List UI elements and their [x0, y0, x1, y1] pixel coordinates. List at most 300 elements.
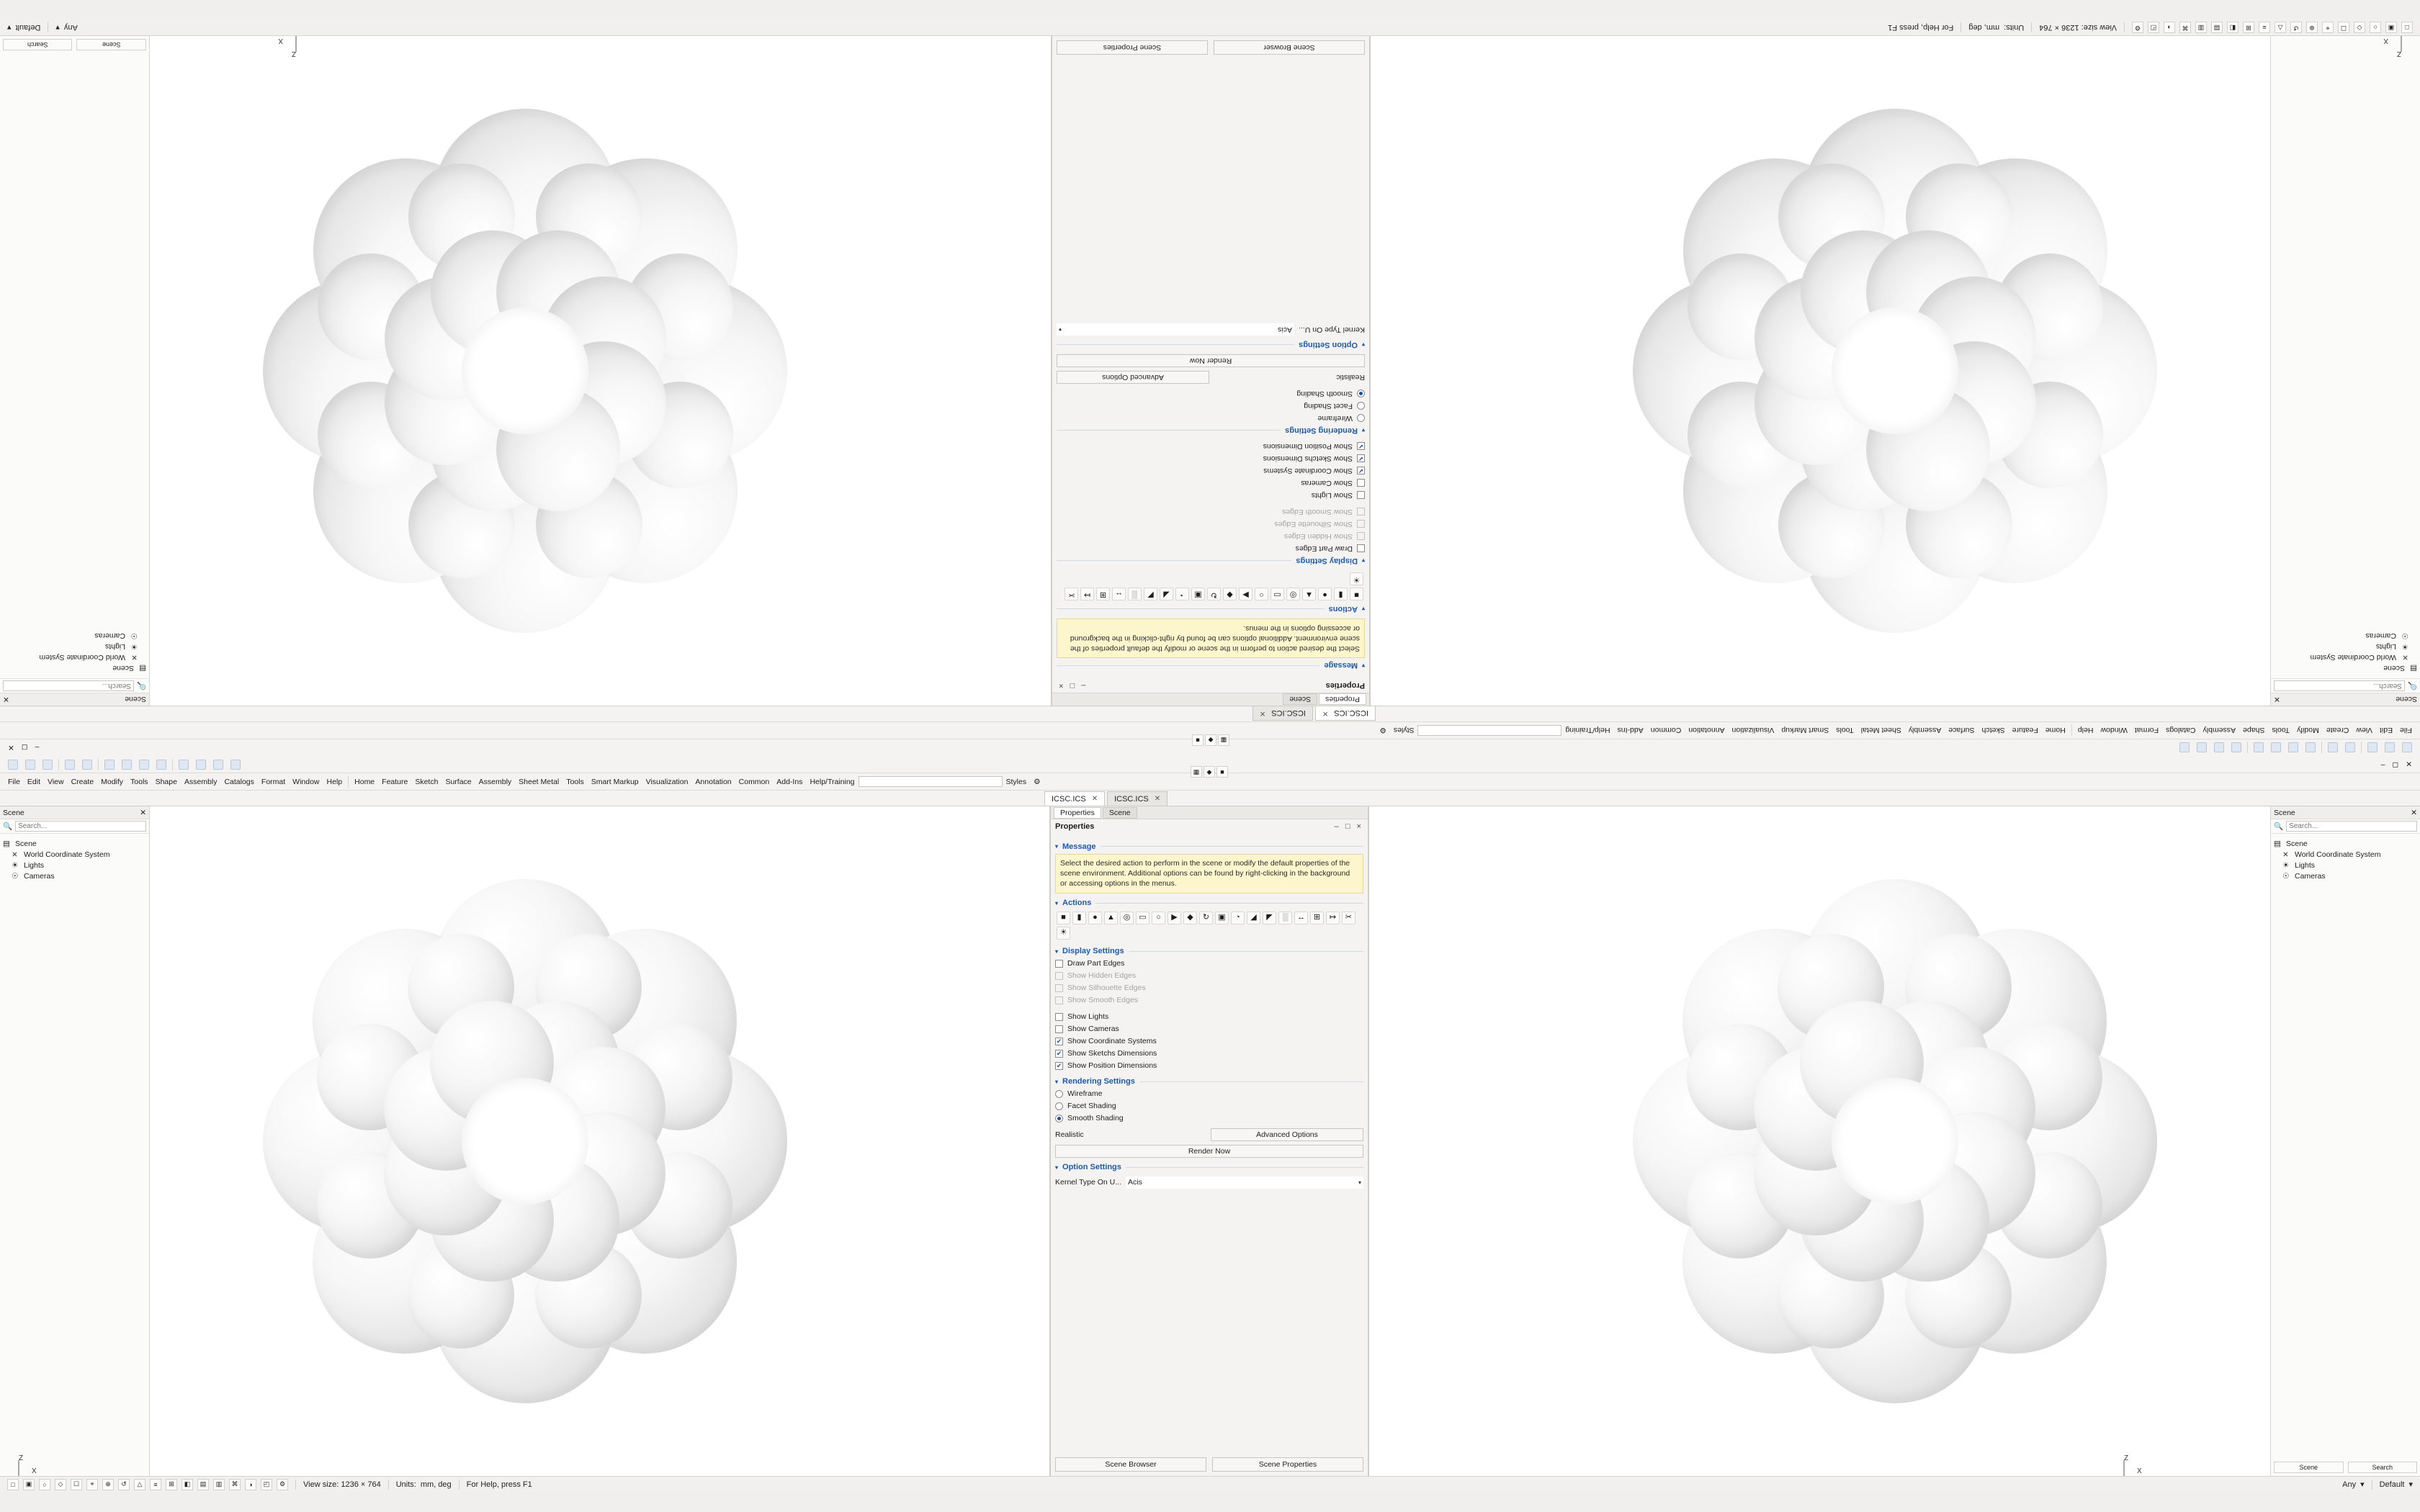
statusbar-tool-icon[interactable]: ⊞ [2243, 22, 2254, 34]
tab-view[interactable]: View [48, 777, 64, 786]
checkbox-row[interactable] [1055, 958, 1363, 970]
close-icon[interactable]: ✕ [140, 808, 146, 817]
slab-icon[interactable]: ▭ [1270, 588, 1284, 600]
ribbon-tab-help-training[interactable]: Help/Training [810, 777, 855, 786]
window-minimize-button[interactable]: – [35, 743, 40, 752]
tab-window[interactable]: Window [292, 777, 320, 786]
lock-icon[interactable]: ■ [1216, 766, 1228, 778]
tab-tools[interactable]: Tools [130, 777, 148, 786]
checkbox-label: Show Sketchs Dimensions [1067, 1049, 1157, 1058]
scene-search-input[interactable] [2286, 821, 2417, 832]
statusbar-tool-icon[interactable]: □ [7, 1479, 19, 1490]
radio-dot[interactable] [1357, 402, 1365, 410]
advanced-options-button[interactable]: Advanced Options [1057, 371, 1209, 384]
measure-icon[interactable]: ↦ [1326, 912, 1340, 924]
statusbar-tool-icon[interactable]: ▣ [23, 1479, 35, 1490]
checkbox-row[interactable] [1057, 440, 1365, 452]
snap-icon[interactable]: ◆ [1204, 766, 1215, 778]
statusbar-tool-icon[interactable]: ▥ [213, 1479, 225, 1490]
shell-icon[interactable]: ▣ [1191, 588, 1205, 600]
tree-item-cameras[interactable] [3, 870, 146, 881]
tree-item-label: Scene [2383, 664, 2405, 673]
panel-window-buttons[interactable]: – □ × [1334, 822, 1363, 831]
statusbar-tool-icon[interactable]: ☐ [2338, 22, 2349, 34]
radio-row[interactable] [1057, 387, 1365, 400]
section-display-settings[interactable] [1055, 945, 1363, 958]
model-3d-flower-right[interactable] [0, 36, 1051, 706]
tree-item-lights[interactable] [3, 642, 146, 652]
statusbar-tool-icon[interactable]: ▥ [2195, 22, 2207, 34]
radio-dot[interactable] [1055, 1115, 1063, 1122]
triad-lines [13, 1456, 45, 1476]
tree-item-scene[interactable] [3, 838, 146, 849]
render-icon[interactable]: ☀ [1057, 927, 1070, 940]
pattern-icon[interactable]: ░ [1278, 912, 1292, 924]
view-size-label: View size: 1236 × 764 [303, 1480, 381, 1489]
viewport-left[interactable] [0, 806, 1050, 1476]
blend-icon[interactable]: ◔ [1231, 912, 1245, 924]
sphere-icon[interactable]: ● [1318, 588, 1332, 600]
ribbon-tab-tools[interactable]: Tools [566, 777, 584, 786]
cylinder-icon[interactable]: ▮ [1072, 912, 1086, 924]
chevron-down-icon: ▾ [1361, 557, 1365, 564]
tree-item-world-coordinate-system[interactable] [2274, 849, 2417, 860]
scene-button[interactable] [2274, 1462, 2344, 1473]
snap-icon[interactable]: ◆ [1205, 734, 1216, 746]
scene-properties-button[interactable]: Scene Properties [1057, 40, 1208, 55]
ribbon-tab-sketch[interactable]: Sketch [1981, 726, 2005, 735]
checkbox-box[interactable]: ✔ [1358, 443, 1364, 451]
search-button[interactable] [2348, 1462, 2418, 1473]
ribbon-tab-smart-markup[interactable]: Smart Markup [591, 777, 639, 786]
boolean-icon[interactable]: ⊞ [1310, 912, 1324, 924]
checkbox-box[interactable] [1055, 960, 1063, 968]
checkbox-box[interactable]: ✔ [1358, 455, 1364, 463]
radio-row[interactable] [1055, 1088, 1363, 1100]
mirror-icon[interactable]: ↔ [1294, 912, 1308, 924]
statusbar-tool-icon[interactable]: △ [2275, 22, 2286, 34]
checkbox-box[interactable]: ✔ [1056, 1061, 1062, 1069]
statusbar-tool-icon[interactable]: ⚙ [277, 1479, 288, 1490]
shell-icon[interactable]: ▣ [1215, 912, 1229, 924]
grid-icon[interactable]: ▦ [1218, 734, 1229, 746]
section-actions[interactable] [1057, 603, 1365, 615]
checkbox-box[interactable] [1357, 491, 1365, 499]
ribbon-tab-assembly[interactable]: Assembly [478, 777, 512, 786]
close-icon[interactable]: ✕ [1091, 795, 1098, 803]
scene-browser-button[interactable]: Scene Browser [1055, 1457, 1206, 1472]
statusbar-tool-icon[interactable]: □ [2401, 22, 2413, 34]
ribbon-tab-surface[interactable]: Surface [445, 777, 472, 786]
chevron-down-icon: ▾ [1055, 1164, 1059, 1171]
box-icon[interactable]: ■ [1350, 588, 1363, 600]
ribbon-item[interactable] [2228, 741, 2245, 755]
statusbar-tool-icon[interactable]: ⌖ [86, 1479, 98, 1490]
model-3d-flower-left[interactable] [0, 806, 1049, 1476]
statusbar-tool-icon[interactable]: ≡ [2259, 22, 2270, 34]
flower-geometry [252, 97, 799, 644]
statusbar-tool-icon[interactable]: ↺ [118, 1479, 130, 1490]
radio-row[interactable] [1057, 400, 1365, 412]
tab-window[interactable]: Window [2100, 726, 2128, 735]
cylinder-icon[interactable]: ▮ [1334, 588, 1348, 600]
pattern-icon[interactable]: ░ [1128, 588, 1142, 600]
tree-item-world-coordinate-system[interactable] [2274, 652, 2417, 663]
kernel-type-select[interactable] [1057, 323, 1294, 336]
scene-search-input[interactable] [2274, 680, 2405, 691]
statusbar-tool-icon[interactable]: △ [134, 1479, 145, 1490]
model-3d-flower-left[interactable] [1371, 36, 2420, 706]
statusbar-tool-icon[interactable]: ◧ [182, 1479, 193, 1490]
checkbox-row[interactable] [1057, 464, 1365, 477]
styles-label: Styles [1393, 726, 1415, 735]
ribbon-item[interactable] [135, 757, 153, 772]
statusbar-tool-icon[interactable]: ☐ [71, 1479, 82, 1490]
chamfer-icon[interactable]: ◢ [1160, 588, 1173, 600]
checkbox-box[interactable] [1055, 1025, 1063, 1033]
statusbar-tool-icon[interactable]: ↺ [2290, 22, 2302, 34]
properties-body [1051, 834, 1368, 1193]
hole-icon[interactable]: ○ [1255, 588, 1268, 600]
ribbon-tab-home[interactable]: Home [2045, 726, 2066, 735]
window-minimize-button[interactable]: – [2380, 760, 2385, 769]
statusbar-tool-icon[interactable]: ⌘ [229, 1479, 241, 1490]
tree-item-cameras[interactable] [3, 631, 146, 642]
ribbon-tab-annotation[interactable]: Annotation [695, 777, 732, 786]
search-button[interactable] [3, 39, 73, 50]
radio-row[interactable] [1055, 1112, 1363, 1125]
tab-assembly[interactable]: Assembly [2202, 726, 2236, 735]
dock-tab-properties[interactable] [1319, 694, 1366, 706]
section-icon[interactable]: ✂ [1342, 912, 1355, 924]
ribbon-item[interactable] [4, 757, 22, 772]
checkbox-row[interactable] [1057, 542, 1365, 554]
window-close-button[interactable]: ✕ [8, 743, 14, 752]
checkbox-label: Show Cameras [1067, 1025, 1119, 1034]
tree-item-cameras[interactable] [2274, 631, 2417, 642]
checkbox-row[interactable] [1055, 1035, 1363, 1048]
scene-tree-items [0, 834, 149, 886]
close-icon[interactable]: ✕ [3, 695, 9, 704]
close-icon[interactable]: ✕ [2411, 808, 2417, 817]
slab-icon[interactable]: ▭ [1136, 912, 1150, 924]
model-3d-flower-right[interactable] [1369, 806, 2420, 1476]
mirror-icon[interactable]: ↔ [1112, 588, 1126, 600]
styles-gear-icon[interactable]: ⚙ [1034, 777, 1041, 786]
tab-modify[interactable]: Modify [101, 777, 124, 786]
close-icon[interactable]: ✕ [1154, 795, 1161, 803]
section-display-settings[interactable] [1057, 554, 1365, 567]
chamfer-icon[interactable]: ◢ [1247, 912, 1260, 924]
statusbar-tool-icon[interactable]: ◑ [2164, 22, 2175, 34]
close-icon[interactable]: ✕ [1259, 709, 1266, 717]
ribbon-tab-visualization[interactable]: Visualization [1731, 726, 1775, 735]
checkbox-row[interactable] [1057, 477, 1365, 489]
tab-help[interactable]: Help [2077, 726, 2094, 735]
tree-item-world-coordinate-system[interactable] [3, 849, 146, 860]
ribbon-item[interactable] [2285, 741, 2302, 755]
revolve-icon[interactable]: ↻ [1199, 912, 1213, 924]
ribbon-item[interactable] [153, 757, 170, 772]
cone-icon[interactable]: ▲ [1104, 912, 1118, 924]
ribbon-item[interactable] [2381, 741, 2398, 755]
boolean-icon[interactable]: ⊞ [1096, 588, 1110, 600]
ribbon-item[interactable] [2302, 741, 2319, 755]
ribbon-item[interactable] [101, 757, 118, 772]
radio-row[interactable] [1055, 1100, 1363, 1112]
viewport-right[interactable] [1368, 806, 2420, 1476]
statusbar-tool-icon[interactable]: ⊕ [102, 1479, 114, 1490]
tree-item-scene[interactable] [2274, 663, 2417, 674]
torus-icon[interactable]: ◎ [1120, 912, 1134, 924]
checkbox-row[interactable] [1055, 1011, 1363, 1023]
ribbon-item[interactable] [39, 757, 56, 772]
render-now-button[interactable]: Render Now [1055, 1145, 1363, 1158]
statusbar-tool-icon[interactable]: ◑ [245, 1479, 256, 1490]
statusbar-tool-icon[interactable]: ◇ [55, 1479, 66, 1490]
tab-edit[interactable]: Edit [27, 777, 41, 786]
styles-gear-icon[interactable]: ⚙ [1379, 726, 1386, 735]
window-maximize-button[interactable]: ◻ [21, 743, 28, 752]
dock-tab-properties[interactable] [1054, 807, 1101, 819]
units-cell [1961, 20, 2031, 35]
viewport-left[interactable] [1370, 36, 2420, 706]
statusbar-tool-icon[interactable]: ▤ [2211, 22, 2223, 34]
tab-shape[interactable]: Shape [2243, 726, 2265, 735]
section-icon[interactable]: ✂ [1065, 588, 1078, 600]
tab-create[interactable]: Create [2326, 726, 2349, 735]
radio-dot[interactable] [1357, 390, 1365, 397]
tab-format[interactable]: Format [261, 777, 286, 786]
window-close-button[interactable]: ✕ [2406, 760, 2412, 769]
ribbon-tab-assembly[interactable]: Assembly [1908, 726, 1942, 735]
radio-label: Facet Shading [1067, 1102, 1116, 1111]
rendering-button-row [1055, 1128, 1363, 1141]
close-icon[interactable]: ✕ [1322, 709, 1329, 717]
checkbox-row[interactable] [1055, 1060, 1363, 1072]
ribbon-tab-common[interactable]: Common [1650, 726, 1682, 735]
scene-browser-right [0, 36, 150, 706]
sweep-icon[interactable]: ▶ [1168, 912, 1181, 924]
render-icon[interactable]: ☀ [1350, 572, 1363, 585]
kernel-type-select[interactable] [1126, 1176, 1363, 1189]
radio-dot[interactable] [1055, 1102, 1063, 1110]
radio-row[interactable] [1057, 412, 1365, 424]
ribbon-item[interactable] [22, 757, 39, 772]
ribbon-item[interactable] [2324, 741, 2341, 755]
tab-file[interactable]: File [8, 777, 20, 786]
tab-tools[interactable]: Tools [2272, 726, 2290, 735]
dock-tab-scene[interactable] [1283, 694, 1317, 706]
tab-create[interactable]: Create [71, 777, 94, 786]
close-icon[interactable]: ✕ [2274, 695, 2280, 704]
sphere-icon[interactable]: ● [1088, 912, 1102, 924]
scene-search-input[interactable] [3, 680, 134, 691]
panel-window-buttons[interactable]: – □ × [1057, 681, 1086, 690]
checkbox-box[interactable]: ✔ [1056, 1049, 1062, 1057]
section-message[interactable] [1057, 660, 1365, 672]
statusbar-tool-icon[interactable]: ≡ [150, 1479, 161, 1490]
ribbon-item[interactable] [2210, 741, 2228, 755]
document-tab[interactable] [1044, 791, 1105, 806]
checkbox-row[interactable] [1057, 452, 1365, 464]
statusbar-tool-icon[interactable]: ⊞ [166, 1479, 177, 1490]
viewport-right[interactable] [0, 36, 1052, 706]
checkbox-row[interactable] [1055, 1048, 1363, 1060]
ribbon-item[interactable] [175, 757, 192, 772]
blend-icon[interactable]: ◔ [1175, 588, 1189, 600]
ribbon-item[interactable] [2398, 741, 2416, 755]
statusbar-tool-icon[interactable]: ◇ [2354, 22, 2365, 34]
checkbox-label: Show Smooth Edges [1067, 996, 1139, 1005]
ribbon-item[interactable] [2267, 741, 2285, 755]
ribbon-tab-help-training[interactable]: Help/Training [1565, 726, 1610, 735]
sweep-icon[interactable]: ▶ [1239, 588, 1252, 600]
ribbon-tab-annotation[interactable]: Annotation [1688, 726, 1725, 735]
section-rendering-settings[interactable] [1055, 1076, 1363, 1088]
radio-dot[interactable] [1055, 1090, 1063, 1098]
render-now-button[interactable]: Render Now [1057, 354, 1365, 367]
section-actions[interactable] [1055, 897, 1363, 909]
checkbox-box[interactable] [1055, 1013, 1063, 1021]
box-icon[interactable]: ■ [1057, 912, 1070, 924]
ribbon-item[interactable] [2341, 741, 2359, 755]
checkbox-box[interactable] [1357, 544, 1365, 552]
checkbox-box[interactable] [1357, 479, 1365, 487]
tab-edit[interactable]: Edit [2379, 726, 2393, 735]
document-tab[interactable] [1107, 791, 1168, 806]
ribbon-tab-sheet-metal[interactable]: Sheet Metal [519, 777, 560, 786]
advanced-options-button[interactable]: Advanced Options [1211, 1128, 1363, 1141]
checkbox-row[interactable] [1055, 1023, 1363, 1035]
tree-item-scene[interactable] [3, 663, 146, 674]
dock-tab-scene[interactable] [1103, 807, 1137, 819]
ribbon-item[interactable] [61, 757, 79, 772]
tab-help[interactable]: Help [326, 777, 343, 786]
ribbon-tab-home[interactable]: Home [354, 777, 375, 786]
ribbon-item[interactable] [118, 757, 135, 772]
loft-icon[interactable]: ◆ [1183, 912, 1197, 924]
ribbon-tab-tools[interactable]: Tools [1836, 726, 1854, 735]
ribbon-item[interactable] [210, 757, 227, 772]
tab-shape[interactable]: Shape [155, 777, 177, 786]
loft-icon[interactable]: ◆ [1223, 588, 1237, 600]
anchor-select[interactable] [48, 20, 85, 35]
scene-properties-button[interactable]: Scene Properties [1212, 1457, 1363, 1472]
statusbar-tool-icon[interactable]: ▣ [2385, 22, 2397, 34]
tab-assembly[interactable]: Assembly [184, 777, 218, 786]
checkbox-row[interactable] [1057, 489, 1365, 501]
ribbon-tab-visualization[interactable]: Visualization [645, 777, 689, 786]
tab-format[interactable]: Format [2134, 726, 2159, 735]
checkbox-row [1057, 530, 1365, 542]
style-select[interactable] [2372, 1477, 2420, 1492]
checkbox-box[interactable]: ✔ [1056, 1037, 1062, 1045]
statusbar-tool-icon[interactable]: ○ [2370, 22, 2381, 34]
statusbar-tool-icon[interactable]: ○ [39, 1479, 50, 1490]
ribbon-tab-feature[interactable]: Feature [2012, 726, 2038, 735]
radio-dot[interactable] [1357, 414, 1365, 422]
ribbon-tab-sketch[interactable]: Sketch [415, 777, 439, 786]
ribbon-tab-sheet-metal[interactable]: Sheet Metal [1860, 726, 1901, 735]
torus-icon[interactable]: ◎ [1286, 588, 1300, 600]
statusbar-tool-icon[interactable]: ▤ [197, 1479, 209, 1490]
ribbon-tab-surface[interactable]: Surface [1948, 726, 1975, 735]
tab-catalogs[interactable]: Catalogs [2166, 726, 2196, 735]
document-tab[interactable] [1315, 706, 1376, 721]
tab-catalogs[interactable]: Catalogs [224, 777, 254, 786]
ribbon-item[interactable] [2364, 741, 2381, 755]
scene-button[interactable] [77, 39, 147, 50]
tree-item-lights[interactable] [2274, 642, 2417, 652]
grid-icon[interactable]: ▦ [1191, 766, 1202, 778]
ribbon-item[interactable] [2176, 741, 2193, 755]
hole-icon[interactable]: ○ [1152, 912, 1165, 924]
draft-icon[interactable]: ◤ [1263, 912, 1276, 924]
ribbon-search-input[interactable] [859, 776, 1003, 787]
ribbon-item[interactable] [2193, 741, 2210, 755]
tree-item-lights[interactable] [2274, 860, 2417, 870]
chevron-down-icon: ▾ [1059, 326, 1062, 333]
anchor-select[interactable] [2335, 1477, 2372, 1492]
cone-icon[interactable]: ▲ [1302, 588, 1316, 600]
statusbar-tool-icon[interactable]: ◧ [2227, 22, 2238, 34]
section-option-settings[interactable] [1055, 1161, 1363, 1174]
tree-item-lights[interactable] [3, 860, 146, 870]
section-option-settings[interactable] [1057, 338, 1365, 351]
statusbar-tool-icon[interactable]: ◰ [261, 1479, 272, 1490]
statusbar-tool-icon[interactable]: ⌘ [2179, 22, 2191, 34]
ribbon-item[interactable] [79, 757, 96, 772]
statusbar-tool-icon[interactable]: ⚙ [2132, 22, 2143, 34]
ribbon-tab-common[interactable]: Common [738, 777, 770, 786]
draft-icon[interactable]: ◤ [1144, 588, 1157, 600]
scene-search-input[interactable] [15, 821, 146, 832]
ribbon-tab-add-ins[interactable]: Add-Ins [1617, 726, 1644, 735]
section-message[interactable] [1055, 840, 1363, 852]
statusbar-tool-icon[interactable]: ◰ [2148, 22, 2159, 34]
tree-item-world-coordinate-system[interactable] [3, 652, 146, 663]
revolve-icon[interactable]: ↻ [1207, 588, 1221, 600]
measure-icon[interactable]: ↦ [1080, 588, 1094, 600]
scene-tree-items [2271, 834, 2420, 886]
scene-browser-button[interactable]: Scene Browser [1214, 40, 1365, 55]
tree-item-scene[interactable] [2274, 838, 2417, 849]
document-tab[interactable] [1252, 706, 1313, 721]
lock-icon[interactable]: ■ [1192, 734, 1204, 746]
ribbon-item[interactable] [192, 757, 210, 772]
checkbox-box[interactable]: ✔ [1358, 467, 1364, 475]
tree-item-cameras[interactable] [2274, 870, 2417, 881]
statusbar-tool-icon[interactable]: ⌖ [2322, 22, 2334, 34]
tab-file[interactable]: File [2400, 726, 2412, 735]
tab-modify[interactable]: Modify [2296, 726, 2319, 735]
statusbar-tool-icon[interactable]: ⊕ [2306, 22, 2318, 34]
ribbon-item[interactable] [2250, 741, 2267, 755]
ribbon-item[interactable] [227, 757, 244, 772]
section-rendering-settings[interactable] [1057, 424, 1365, 436]
realistic-label: Realistic [1055, 1130, 1084, 1139]
ribbon-search-input[interactable] [1418, 725, 1562, 736]
style-select[interactable] [0, 20, 48, 35]
ribbon-tab-feature[interactable]: Feature [382, 777, 408, 786]
ribbon-tab-smart-markup[interactable]: Smart Markup [1781, 726, 1829, 735]
axis-label-z: Z [2124, 1454, 2129, 1462]
section-title: Display Settings [1062, 947, 1124, 956]
window-maximize-button[interactable]: ◻ [2392, 760, 2399, 769]
ribbon-tab-add-ins[interactable]: Add-Ins [776, 777, 803, 786]
tab-view[interactable]: View [2356, 726, 2372, 735]
